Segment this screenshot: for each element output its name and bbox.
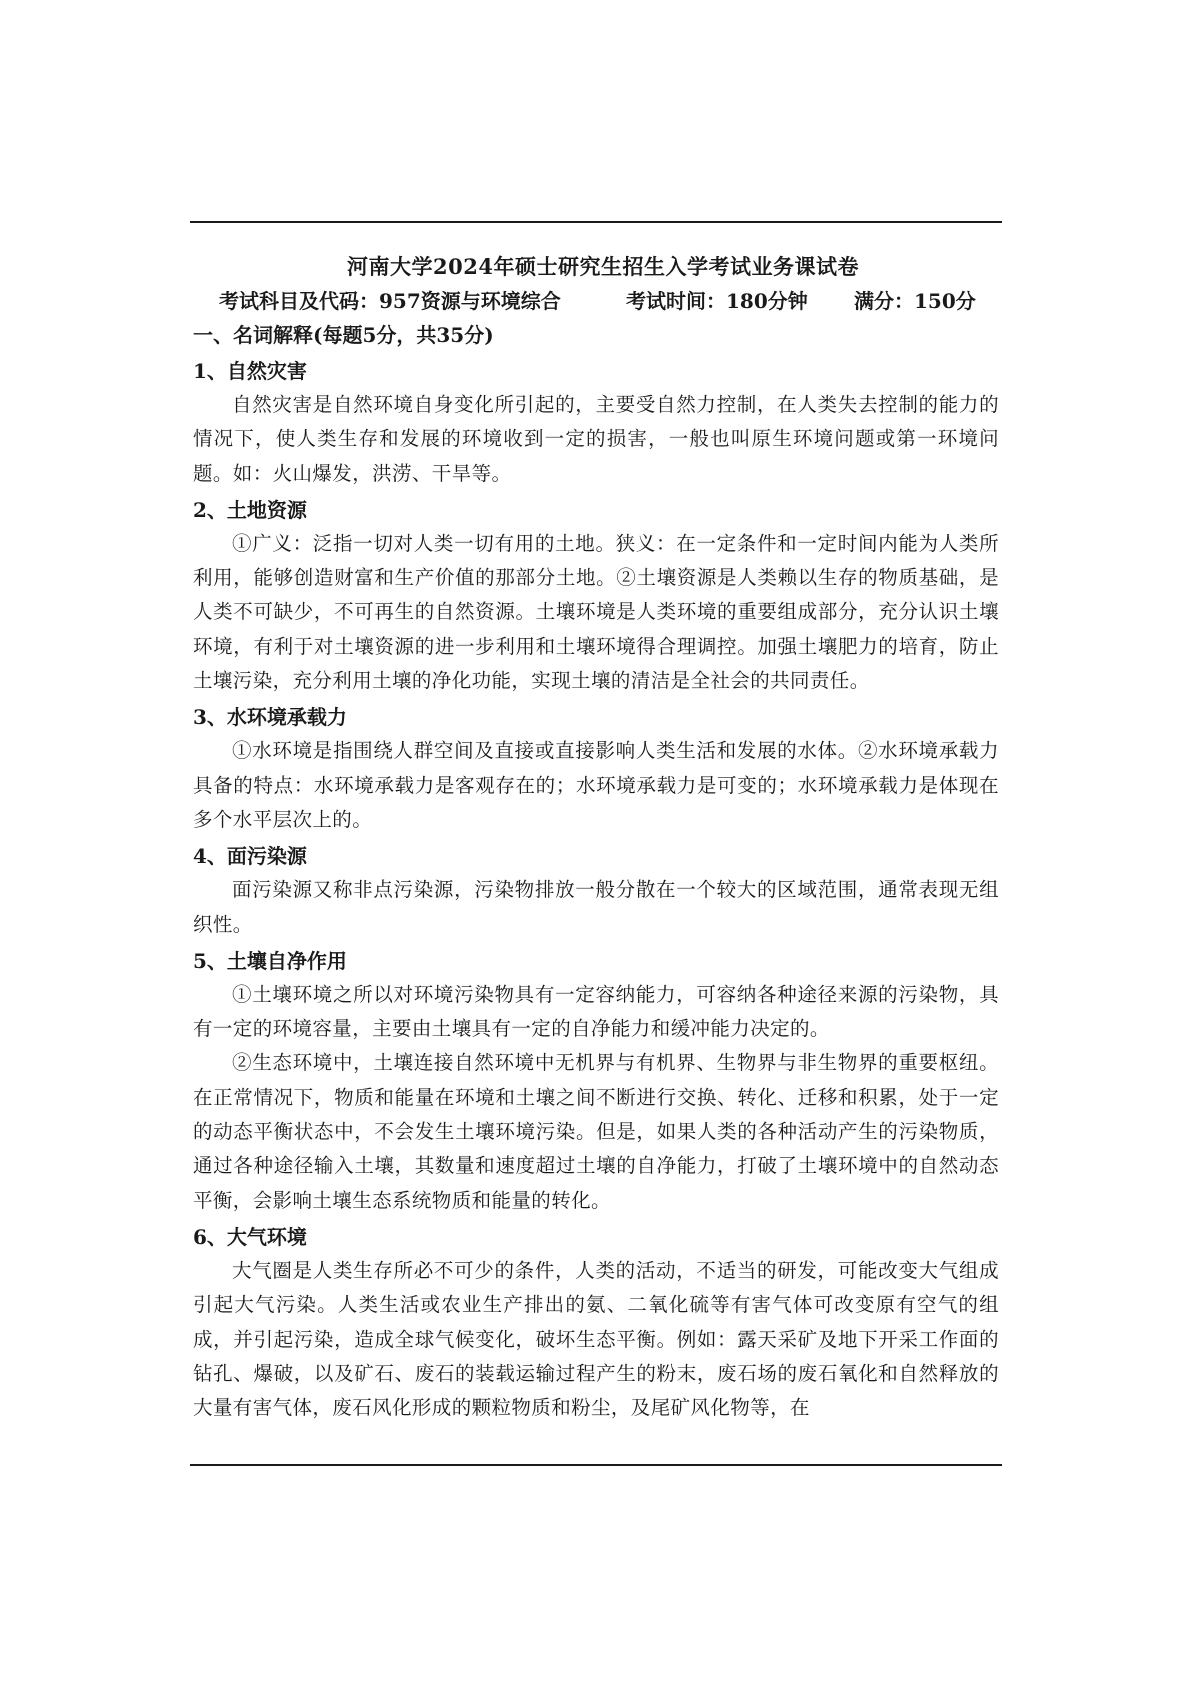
item-heading: 5、土壤自净作用 (193, 948, 347, 973)
exam-title: 河南大学2024年硕士研究生招生入学考试业务课试卷 (347, 254, 859, 279)
section-title: 一、名词解释(每题5分，共35分) (193, 323, 494, 347)
exam-subject: 考试科目及代码：957资源与环境综合 (219, 289, 561, 313)
exam-score: 满分：150分 (854, 289, 976, 313)
item-paragraph: ①土壤环境之所以对环境污染物具有一定容纳能力，可容纳各种途径来源的污染物，具有一定的环境容量，主要由土壤具有一定的自净能力和缓冲能力决定的。 (193, 982, 999, 1041)
item-paragraph: ①水环境是指围绕人群空间及直接或直接影响人类生活和发展的水体。②水环境承载力具备的特点：水环境承载力是客观存在的；水环境承载力是可变的；水环境承载力是体现在多个水平层次上的。 (193, 739, 999, 831)
item-paragraph: 大气圈是人类生存所必不可少的条件，人类的活动，不适当的研发，可能改变大气组成引起大气污染。人类生活或农业生产排出的氨、二氧化硫等有害气体可改变原有空气的组成，并引起污染，造成全球气候变化，破坏生态平衡。例如：露天采矿及地下开采工作面的钻孔、爆破，以及矿石、废石的装载运输过程产生的粉末，废石场的废石氧化和自然释放的大量有害气体，废石风化形成的颗粒物质和粉尘，及尾矿风化物等，在 (193, 1258, 999, 1420)
item-heading: 3、水环境承载力 (193, 705, 347, 730)
item-paragraph: 自然灾害是自然环境自身变化所引起的，主要受自然力控制，在人类失去控制的能力的情况下，使人类生存和发展的环境收到一定的损害，一般也叫原生环境问题或第一环境问题。如：火山爆发，洪涝、干旱等。 (193, 393, 999, 485)
item-paragraph: ②生态环境中，土壤连接自然环境中无机界与有机界、生物界与非生物界的重要枢纽。在正常情况下，物质和能量在环境和土壤之间不断进行交换、转化、迁移和积累，处于一定的动态平衡状态中，不会发生土壤环境污染。但是，如果人类的各种活动产生的污染物质，通过各种途径输入土壤，其数量和速度超过土壤的自净能力，打破了土壤环境中的自然动态平衡，会影响土壤生态系统物质和能量的转化。 (193, 1051, 999, 1212)
document-body (193, 250, 999, 1425)
top-rule (190, 221, 1002, 223)
item-paragraph: 面污染源又称非点污染源，污染物排放一般分散在一个较大的区域范围，通常表现无组织性。 (193, 878, 999, 936)
item-paragraph: ①广义：泛指一切对人类一切有用的土地。狭义：在一定条件和一定时间内能为人类所利用，能够创造财富和生产价值的那部分土地。②土壤资源是人类赖以生存的物质基础，是人类不可缺少，不可再生的自然资源。土壤环境是人类环境的重要组成部分，充分认识土壤环境，有利于对土壤资源的进一步利用和土壤环境得合理调控。加强土壤肥力的培育，防止土壤污染，充分利用土壤的净化功能，实现土壤的清洁是全社会的共同责任。 (193, 531, 999, 693)
item-heading: 6、大气环境 (193, 1224, 307, 1249)
exam-duration: 考试时间：180分钟 (626, 289, 808, 313)
item-heading: 1、自然灾害 (193, 359, 307, 383)
item-heading: 4、面污染源 (193, 844, 307, 869)
bottom-rule (190, 1464, 1002, 1466)
exam-meta (193, 284, 999, 318)
item-heading: 2、土地资源 (193, 497, 307, 522)
